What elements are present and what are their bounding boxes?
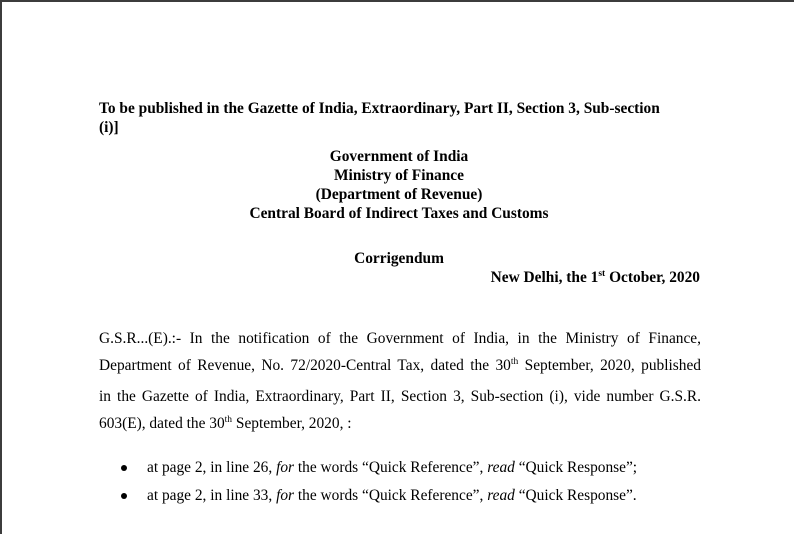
gazette-publication-note (99, 99, 699, 137)
notification-paragraph (99, 325, 701, 440)
correction-original-words: the words “Quick Reference”, (294, 459, 488, 476)
gazette-note-line-1: To be published in the Gazette of India, Extraordinary, Part II, Section 3, Sub-section (99, 100, 660, 117)
authority-government: Government of India (329, 148, 469, 165)
correction-item (99, 482, 701, 510)
correction-item (99, 454, 701, 482)
correction-for-label: for (276, 459, 295, 476)
paragraph-line-4 (99, 410, 701, 440)
paragraph-line-1: G.S.R...(E).:- In the notification of the Government of India, in the Ministry of Finance, (99, 330, 701, 347)
corrections-list (99, 454, 701, 510)
paragraph-line-2-text-a: Department of Revenue, No. 72/2020-Central Tax, dated the 30 (99, 357, 511, 375)
correction-read-label: read (487, 459, 515, 476)
bullet-icon (121, 465, 127, 471)
paragraph-line-2 (99, 352, 701, 382)
correction-location: at page 2, in line 33, (147, 487, 277, 504)
correction-replacement-words: “Quick Response”. (514, 487, 637, 504)
authority-department: (Department of Revenue) (315, 186, 483, 203)
correction-original-words: the words “Quick Reference”, (294, 487, 488, 504)
correction-for-label: for (276, 487, 295, 504)
paragraph-line-4-text-a: 603(E), dated the 30 (99, 414, 225, 432)
dateline-prefix: New Delhi, the 1 (490, 269, 599, 286)
authority-ministry: Ministry of Finance (334, 167, 464, 184)
correction-replacement-words: “Quick Response”; (514, 459, 638, 476)
authority-board: Central Board of Indirect Taxes and Customs (249, 205, 549, 222)
issuing-authority (99, 147, 699, 223)
paragraph-line-4-text-b: September, 2020, : (232, 414, 352, 432)
dateline-suffix: October, 2020 (605, 269, 700, 286)
correction-location: at page 2, in line 26, (147, 459, 277, 476)
paragraph-line-2-text-b: September, 2020, published (518, 357, 701, 375)
document-title: Corrigendum (354, 250, 444, 267)
gazette-note-line-2: (i)] (99, 119, 119, 136)
paragraph-line-3: in the Gazette of India, Extraordinary, Part II, Section 3, Sub-section (i), vide number G.S.R. (99, 387, 701, 405)
paragraph-line-4-ordinal: th (224, 414, 233, 425)
paragraph-line-2-ordinal: th (510, 357, 519, 368)
dateline-ordinal: st (598, 269, 606, 279)
bullet-icon (121, 493, 127, 499)
dateline (99, 268, 700, 290)
correction-read-label: read (487, 487, 515, 504)
